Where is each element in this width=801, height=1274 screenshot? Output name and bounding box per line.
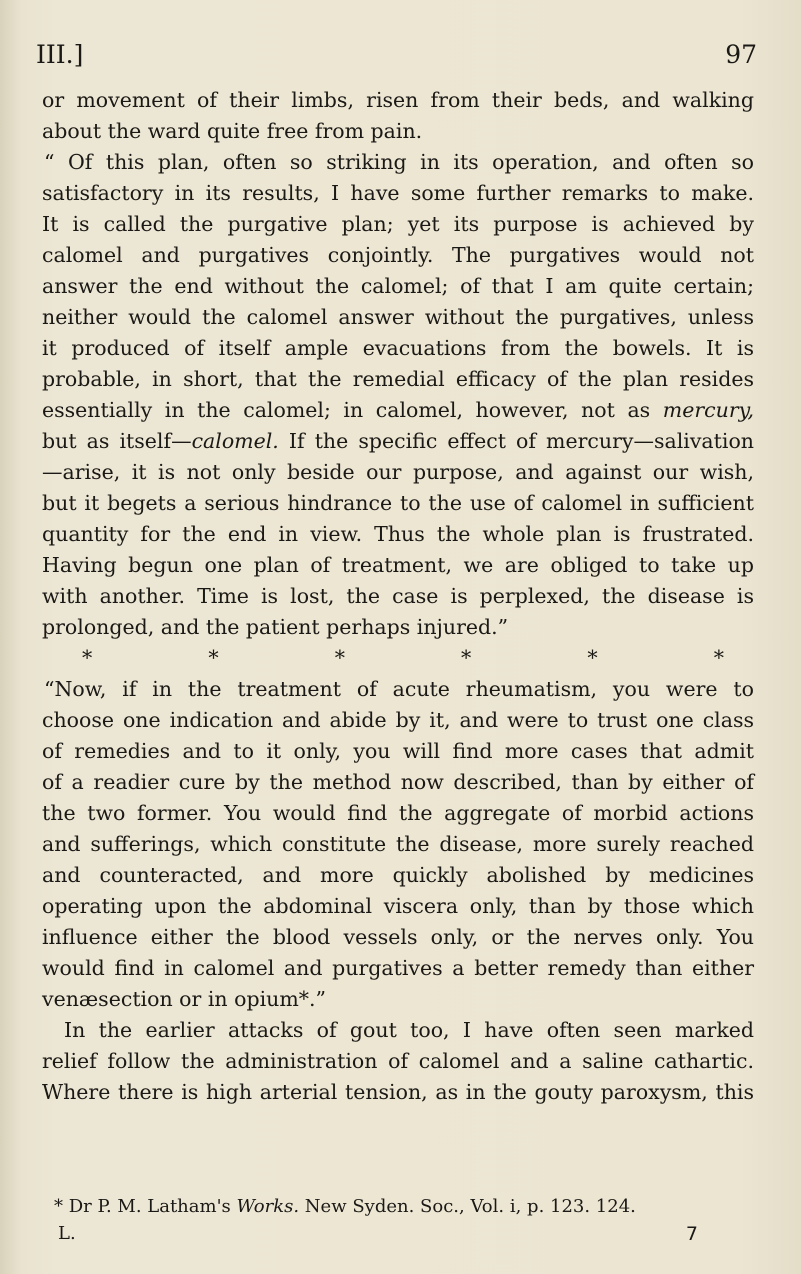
- text-line: neither would the calomel answer without the purgatives, unless: [42, 305, 754, 329]
- text-line-mixed: [42, 395, 754, 426]
- italic-term: mercury,: [662, 398, 754, 422]
- text-line: “Now, if in the treatment of acute rheumatism, you were to: [44, 677, 754, 701]
- text-line: venæsection or in opium*.”: [42, 987, 327, 1011]
- signature-number: 7: [685, 1223, 698, 1245]
- text-segment: If the specific effect of mercury—salivation: [278, 429, 754, 453]
- text-line: “ Of this plan, often so striking in its operation, and often so: [44, 150, 754, 174]
- text-segment: but as itself—: [42, 429, 192, 453]
- text-line: or movement of their limbs, risen from their beds, and walking: [42, 88, 754, 112]
- text-line: satisfactory in its results, I have some further remarks to make.: [42, 181, 754, 205]
- text-line: calomel and purgatives conjointly. The purgatives would not: [42, 243, 754, 267]
- signature-letter: L.: [58, 1223, 76, 1244]
- text-line: relief follow the administration of calomel and a saline cathartic.: [42, 1049, 754, 1073]
- text-line: influence either the blood vessels only, or the nerves only. You: [42, 925, 754, 949]
- text-line: and counteracted, and more quickly abolished by medicines: [42, 863, 754, 887]
- text-line: but it begets a serious hindrance to the use of calomel in sufficient: [42, 491, 754, 515]
- text-line: prolonged, and the patient perhaps injured.”: [42, 615, 509, 639]
- page-header: [36, 40, 757, 74]
- text-line: In the earlier attacks of gout too, I have often seen marked: [64, 1018, 754, 1042]
- text-line: quantity for the end in view. Thus the whole plan is frustrated.: [42, 522, 754, 546]
- page-number: 97: [725, 40, 757, 69]
- text-line: would find in calomel and purgatives a better remedy than either: [42, 956, 754, 980]
- text-line: the two former. You would find the aggregate of morbid actions: [42, 801, 754, 825]
- section-break-stars: * * * * * *: [82, 646, 724, 670]
- footnote: [54, 1194, 694, 1220]
- text-line: answer the end without the calomel; of that I am quite certain;: [42, 274, 754, 298]
- text-line: Having begun one plan of treatment, we are obliged to take up: [42, 553, 754, 577]
- text-line: it produced of itself ample evacuations from the bowels. It is: [42, 336, 754, 360]
- text-line: and sufferings, which constitute the disease, more surely reached: [42, 832, 754, 856]
- text-line: of a readier cure by the method now described, than by either of: [42, 770, 754, 794]
- page-body: [42, 85, 754, 1108]
- chapter-marker: III.]: [36, 40, 84, 69]
- text-line: about the ward quite free from pain.: [42, 119, 423, 143]
- text-line: probable, in short, that the remedial efficacy of the plan resides: [42, 367, 754, 391]
- text-line: Where there is high arterial tension, as in the gouty paroxysm, this: [42, 1080, 754, 1104]
- footnote-text: * Dr P. M. Latham's: [54, 1196, 237, 1217]
- text-line: operating upon the abdominal viscera only, than by those which: [42, 894, 754, 918]
- italic-term: calomel.: [191, 429, 279, 453]
- footnote-citation: New Syden. Soc., Vol. i, p. 123. 124.: [299, 1196, 636, 1217]
- text-line: of remedies and to it only, you will find more cases that admit: [42, 739, 754, 763]
- text-line: It is called the purgative plan; yet its purpose is achieved by: [42, 212, 754, 236]
- footnote-italic: Works.: [236, 1196, 300, 1217]
- text-line: with another. Time is lost, the case is perplexed, the disease is: [42, 584, 754, 608]
- text-line: —arise, it is not only beside our purpose, and against our wish,: [42, 460, 754, 484]
- text-segment: essentially in the calomel; in calomel, however, not as: [42, 398, 663, 422]
- text-line-mixed: [42, 426, 754, 457]
- text-line: choose one indication and abide by it, and were to trust one class: [42, 708, 754, 732]
